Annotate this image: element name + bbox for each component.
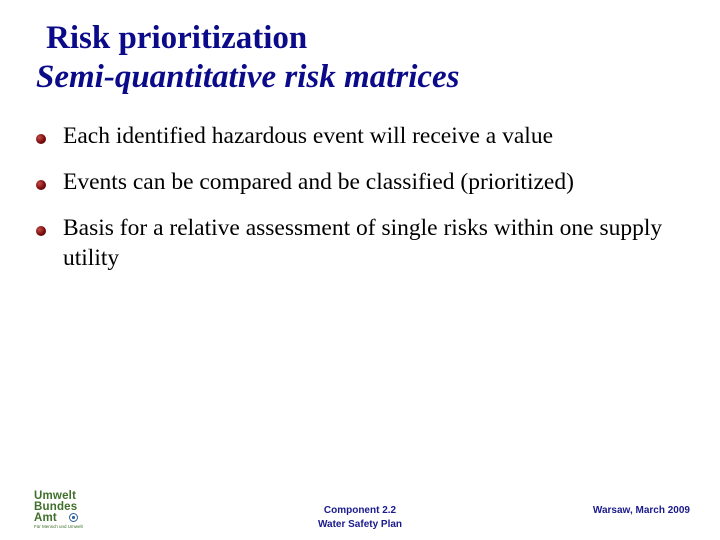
logo-tagline: Für Mensch und Umwelt xyxy=(34,524,83,529)
bullet-text: Events can be compared and be classified (prioritized) xyxy=(63,169,574,195)
logo-line-umwelt: Umwelt xyxy=(34,490,77,502)
bullet-text: Basis for a relative assessment of single risks within one supply utility xyxy=(63,215,663,271)
bullet-list xyxy=(36,121,676,273)
bullet-item xyxy=(36,121,676,151)
logo-emblem-icon xyxy=(69,513,78,522)
logo-line-bundes: Bundes xyxy=(34,501,78,513)
bullet-dot-icon xyxy=(36,134,46,144)
slide-subtitle: Semi-quantitative risk matrices xyxy=(36,59,460,95)
bullet-text: Each identified hazardous event will receive a value xyxy=(63,123,554,149)
bullet-dot-icon xyxy=(36,226,46,236)
bullet-item xyxy=(36,213,676,273)
bullet-dot-icon xyxy=(36,180,46,190)
bullet-item xyxy=(36,167,676,197)
slide-title: Risk prioritization xyxy=(46,20,308,56)
footer-plan-name: Water Safety Plan xyxy=(317,519,403,530)
footer-place-date: Warsaw, March 2009 xyxy=(592,505,690,516)
logo-line-amt: Amt xyxy=(34,512,57,524)
footer-component xyxy=(290,504,430,532)
umweltbundesamt-logo xyxy=(34,491,94,537)
footer-component-number: Component 2.2 xyxy=(323,505,397,516)
